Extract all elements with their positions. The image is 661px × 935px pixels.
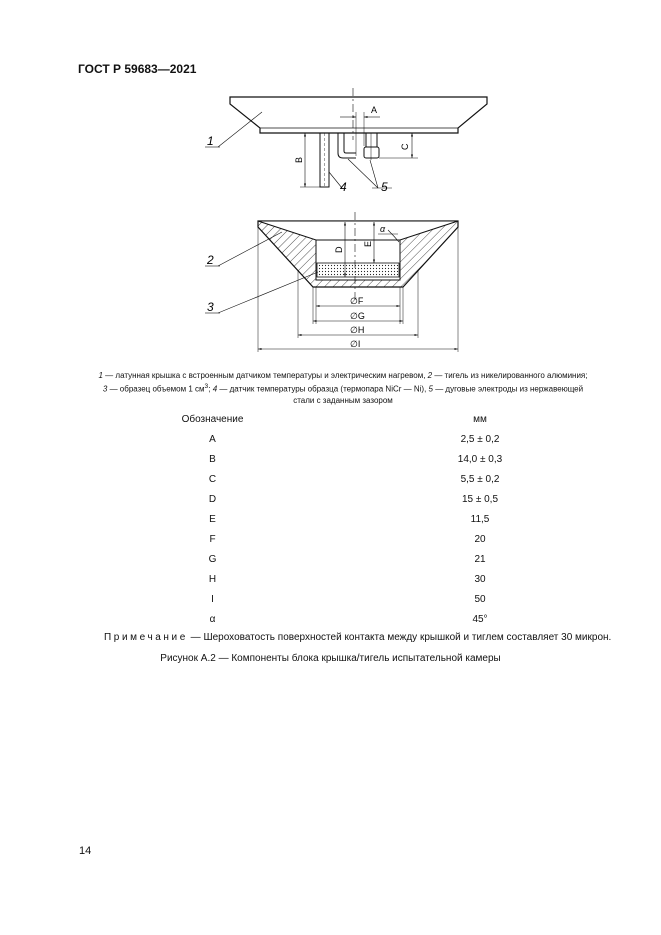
- dim-label-a: A: [371, 105, 378, 115]
- figure-title: Рисунок А.2 — Компоненты блока крышка/тигель испытательной камеры: [160, 653, 501, 664]
- table-row: G 21: [208, 554, 486, 565]
- header-designation: Обозначение: [181, 414, 244, 425]
- page-number: 14: [79, 845, 92, 857]
- crucible-drawing: [205, 212, 458, 352]
- header-mm: мм: [473, 414, 487, 425]
- dim-label-c: C: [400, 143, 410, 150]
- figure-legend: 1 — латунная крышка с встроенным датчиком температуры и электрическим нагревом, 2 — тигель из никелированного алюминия; 3 — образец объемом 1 $см^3$; 4 — датчик температуры образца (термопара NiCr — Ni), 5 — дуговые электроды из нержавеющей стали с заданным зазором: [98, 371, 588, 405]
- callout-2: 2: [207, 253, 214, 267]
- table-row: F 20: [209, 534, 486, 545]
- table-row: B 14,0 ± 0,3: [209, 454, 503, 465]
- dim-label-alpha: α: [380, 224, 386, 234]
- table-row: α 45°: [209, 614, 488, 625]
- note-label: Примечание: [104, 632, 188, 643]
- technical-drawing: [0, 0, 661, 370]
- dim-label-h: ∅H: [350, 325, 365, 335]
- table-row: A 2,5 ± 0,2: [209, 434, 500, 445]
- table-row: H 30: [208, 574, 486, 585]
- table-row: C 5,5 ± 0,2: [208, 474, 500, 485]
- note: [104, 632, 611, 643]
- callout-4: 4: [340, 180, 347, 194]
- dim-label-d: D: [334, 246, 344, 253]
- callout-3: 3: [207, 300, 214, 314]
- table-row: I 50: [211, 594, 486, 605]
- table-row: D 15 ± 0,5: [208, 494, 499, 505]
- dim-label-g: ∅G: [350, 311, 365, 321]
- table-header: [150, 414, 570, 428]
- callout-5: 5: [381, 180, 388, 194]
- dim-label-b: B: [294, 156, 304, 163]
- dim-label-f: ∅F: [350, 296, 364, 306]
- document-id: ГОСТ Р 59683—2021: [78, 62, 197, 76]
- callout-1: 1: [207, 134, 214, 148]
- note-text: — Шероховатость поверхностей контакта между крышкой и тиглем составляет 30 микрон.: [187, 632, 612, 643]
- dim-label-i: ∅I: [350, 339, 361, 349]
- lid-drawing: [205, 88, 487, 188]
- dim-label-e: E: [363, 240, 373, 247]
- table-row: E 11,5: [209, 514, 490, 525]
